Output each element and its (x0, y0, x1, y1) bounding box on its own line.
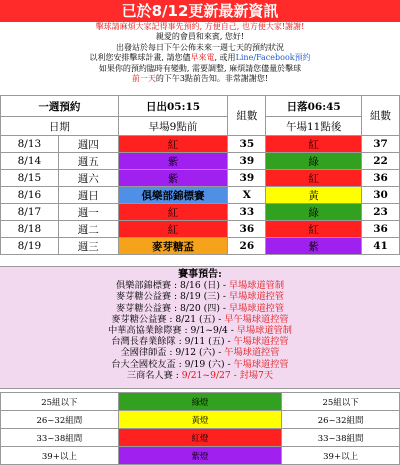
table-row (1, 204, 400, 221)
event-note: 早場球道管制 (228, 280, 285, 292)
table-row (1, 238, 400, 255)
row-pm-count: 22 (362, 153, 400, 170)
row-pm-count: 30 (362, 187, 400, 204)
row-am-status: 紅 (118, 204, 228, 221)
row-pm-count: 37 (362, 136, 400, 153)
row-am-status: 紅 (118, 136, 228, 153)
row-pm-status: 紅 (266, 221, 362, 238)
sets-header-1: 組數 (228, 96, 266, 136)
notice-line-6b: 的下午3點前告知。非常謝謝您! (155, 74, 269, 84)
row-am-count: 26 (228, 238, 266, 255)
legend-left: 25組以下 (1, 393, 119, 411)
row-date: 8/16 (1, 187, 59, 204)
sets-header-2: 組數 (362, 96, 400, 136)
legend-left: 26~32組間 (1, 411, 119, 429)
event-note: 早午場球道控管 (224, 313, 289, 325)
sunrise-header: 日出05:15 (118, 96, 228, 117)
afternoon-header: 午場11點後 (266, 117, 362, 136)
event-note: 早場球道控管 (228, 291, 285, 303)
row-am-count: 39 (228, 170, 266, 187)
row-pm-status: 綠 (266, 204, 362, 221)
event-date: : 9/12 (六) - (166, 347, 225, 359)
row-pm-status: 紫 (266, 238, 362, 255)
event-name: 三商名人賽 (126, 369, 173, 381)
legend-left: 39+以上 (1, 447, 119, 465)
row-day: 週二 (58, 221, 118, 238)
sunset-header: 日落06:45 (266, 96, 362, 117)
table-row (1, 153, 400, 170)
event-date: : 8/19 (三) - (171, 291, 229, 303)
table-row (1, 221, 400, 238)
table-row (1, 170, 400, 187)
row-pm-count: 36 (362, 170, 400, 187)
row-day: 週日 (58, 187, 118, 204)
event-note: 9/21~9/27 - 封場7天 (181, 369, 274, 381)
row-pm-status: 黃 (266, 187, 362, 204)
row-pm-status: 紅 (266, 136, 362, 153)
row-date: 8/13 (1, 136, 59, 153)
legend-left: 33~38組間 (1, 429, 119, 447)
legend-row (1, 447, 400, 465)
event-note: 早場球道控管 (228, 302, 285, 314)
notice-line-1: 擊球請麻煩大家記得事先預約, 方便自己, 也方便大家!謝謝! (95, 22, 305, 31)
event-item (0, 370, 400, 381)
table-row (1, 187, 400, 204)
event-date: : 8/21 (五) - (166, 313, 225, 325)
row-am-status: 麥芽糖盃 (118, 238, 228, 255)
legend-row (1, 429, 400, 447)
notice-line-4 (0, 53, 400, 63)
event-item (0, 359, 400, 370)
row-day: 週三 (58, 238, 118, 255)
legend-color: 紫燈 (118, 447, 282, 465)
event-note: 早場球道管制 (236, 325, 292, 337)
row-pm-count: 36 (362, 221, 400, 238)
notice-day-before: 前一天 (131, 74, 156, 84)
schedule-table (0, 95, 400, 255)
row-date: 8/17 (1, 204, 59, 221)
event-item (0, 325, 400, 336)
event-name: 全國律師盃 (120, 347, 167, 359)
legend-table (0, 392, 400, 465)
event-item (0, 291, 400, 302)
event-name: 中華高協業餘際賽 (108, 325, 182, 337)
event-date: : 8/20 (四) - (171, 302, 229, 314)
row-date: 8/14 (1, 153, 59, 170)
row-pm-status: 綠 (266, 153, 362, 170)
event-date: : 8/16 (日) - (171, 280, 229, 292)
legend-row (1, 411, 400, 429)
legend-right: 39+以上 (282, 447, 400, 465)
row-pm-status: 紅 (266, 170, 362, 187)
legend-right: 26~32組間 (282, 411, 400, 429)
events-panel (0, 266, 400, 389)
legend-color: 綠燈 (118, 393, 282, 411)
event-note: 午場球道控管 (233, 358, 289, 370)
event-name: 麥芽糖公益賽 (115, 302, 172, 314)
row-day: 週一 (58, 204, 118, 221)
notice-line-3: 出發站於每日下午公佈未來一週七天的預約狀況 (116, 42, 284, 52)
row-am-count: X (228, 187, 266, 204)
row-day: 週四 (58, 136, 118, 153)
event-note: 午場球道控管 (224, 347, 280, 359)
row-pm-count: 23 (362, 204, 400, 221)
event-date: : 9/19 (六) - (175, 358, 234, 370)
date-header: 日期 (1, 117, 119, 136)
notice-line-4a: 以利您安排擊球計畫, 請您儘 (89, 53, 191, 63)
events-header: 賽事預告: (178, 269, 222, 280)
row-am-status: 紅 (118, 221, 228, 238)
legend-color: 紅燈 (118, 429, 282, 447)
week-header: 一週預約 (1, 96, 119, 117)
legend-right: 33~38組間 (282, 429, 400, 447)
notice-block (0, 22, 400, 94)
row-am-count: 36 (228, 221, 266, 238)
row-date: 8/18 (1, 221, 59, 238)
event-name: 麥芽糖公益賽 (111, 313, 167, 325)
row-date: 8/19 (1, 238, 59, 255)
event-date: : 9/1~9/4 - (181, 325, 237, 337)
table-row (1, 136, 400, 153)
legend-color: 黃燈 (118, 411, 282, 429)
event-date: : 9/11 (五) - (175, 336, 234, 348)
row-am-status: 紫 (118, 170, 228, 187)
notice-line-2: 親愛的會員和來賓, 您好! (155, 32, 245, 42)
notice-line-5: 如果你的預約臨時有變動, 需要調整, 麻煩請您儘量於擊球 (98, 63, 302, 73)
row-day: 週六 (58, 170, 118, 187)
row-am-count: 33 (228, 204, 266, 221)
event-item (0, 347, 400, 358)
notice-line-link[interactable]: Line/Facebook預約 (235, 53, 311, 63)
row-am-count: 39 (228, 153, 266, 170)
notice-call-early: 早來電 (190, 53, 215, 63)
row-day: 週五 (58, 153, 118, 170)
page-title: 已於8/12更新最新資訊 (0, 0, 400, 22)
event-item (0, 303, 400, 314)
event-item (0, 314, 400, 325)
morning-header: 早場9點前 (118, 117, 228, 136)
event-name: 麥芽糖公益賽 (115, 291, 172, 303)
notice-line-4c: , 或用 (214, 53, 236, 63)
event-name: 俱樂部錦標賽 (115, 280, 172, 292)
event-name: 台灣長春業餘隊 (111, 336, 176, 348)
row-pm-count: 41 (362, 238, 400, 255)
event-name: 台大全國校友盃 (111, 358, 176, 370)
event-date: : (172, 369, 182, 381)
notice-line-6 (0, 74, 400, 84)
event-note: 午場球道控管 (233, 336, 289, 348)
row-am-status: 俱樂部錦標賽 (118, 187, 228, 204)
event-item (0, 280, 400, 291)
row-am-status: 紫 (118, 153, 228, 170)
legend-right: 25組以下 (282, 393, 400, 411)
row-am-count: 35 (228, 136, 266, 153)
legend-row (1, 393, 400, 411)
event-item (0, 336, 400, 347)
row-date: 8/15 (1, 170, 59, 187)
